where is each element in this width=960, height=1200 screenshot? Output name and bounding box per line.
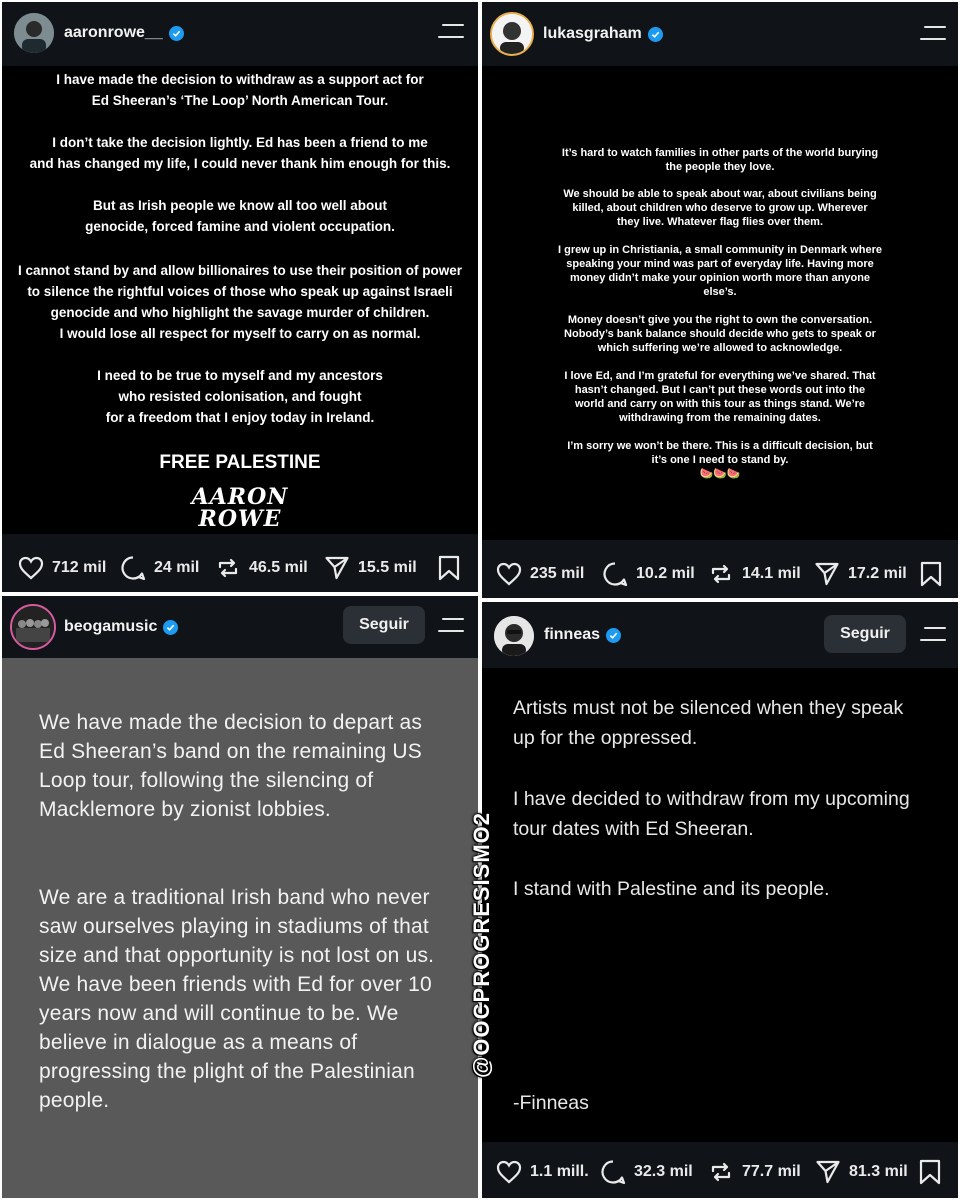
- watermelon-emoji: 🍉🍉🍉: [699, 468, 741, 480]
- post-paragraph: I don’t take the decision lightly. Ed has been a friend to me and has changed my life, I could never thank him enough for this.: [29, 135, 451, 171]
- headline: FREE PALESTINE: [159, 452, 321, 473]
- post-paragraph: I have decided to withdraw from my upcoming tour dates with Ed Sheeran.: [513, 788, 910, 840]
- share-button[interactable]: [815, 1142, 908, 1198]
- post-paragraph: I cannot stand by and allow billionaires to use their position of power to silence the rightful voices of those who speak up against Israeli genocide and who highlight the savage murder of children. I would lose all respect for myself to carry on as normal.: [17, 263, 463, 341]
- repost-icon: [708, 561, 734, 587]
- menu-icon[interactable]: [920, 627, 946, 643]
- post-lukasgraham: [482, 2, 958, 598]
- post-paragraph: Money doesn’t give you the right to own the conversation. Nobody’s bank balance should decide who gets to speak or which suffering we’re allowed to acknowledge.: [564, 314, 876, 354]
- post-header: [482, 602, 958, 666]
- comment-count: 24 mil: [154, 559, 200, 576]
- post-beogamusic: [2, 596, 478, 1198]
- avatar[interactable]: [494, 616, 534, 656]
- verified-badge-icon: [606, 628, 621, 643]
- comment-count: 10.2 mil: [636, 565, 695, 582]
- verified-badge-icon: [169, 26, 184, 41]
- post-paragraph: But as Irish people we know all too well about genocide, forced famine and violent occupation.: [85, 198, 395, 234]
- username[interactable]: [544, 626, 621, 644]
- menu-icon[interactable]: [920, 26, 946, 42]
- menu-icon[interactable]: [438, 618, 464, 634]
- follow-button[interactable]: Seguir: [824, 615, 906, 653]
- bookmark-icon[interactable]: [438, 555, 460, 581]
- post-paragraph: We are a traditional Irish band who never saw ourselves playing in stadiums of that size and that opportunity is not lost on us. We have been friends with Ed for over 10 years now and will continue to be. We believe in dialogue as a means of progressing the plight of the Palestinian people.: [39, 886, 435, 1112]
- username[interactable]: [543, 25, 663, 43]
- watermark: [468, 811, 496, 1079]
- post-header: [2, 596, 478, 658]
- like-count: 235 mil: [530, 565, 585, 582]
- share-count: 81.3 mil: [849, 1163, 908, 1180]
- action-bar: [482, 544, 958, 598]
- post-paragraph: I love Ed, and I’m grateful for everything we’ve shared. That hasn’t changed. But I can’t put these words out into the world and carry on with this tour as things stand. We’re withdrawing from the remaining dates.: [564, 370, 876, 424]
- verified-badge-icon: [648, 27, 663, 42]
- signature-logo: AARON ROWE: [191, 484, 289, 532]
- verified-badge-icon: [163, 620, 178, 635]
- share-button[interactable]: [814, 544, 907, 598]
- action-bar: [2, 538, 478, 592]
- repost-button[interactable]: [708, 544, 801, 598]
- like-button[interactable]: [496, 544, 584, 598]
- repost-count: 46.5 mil: [249, 559, 308, 576]
- comment-button[interactable]: [602, 544, 695, 598]
- comment-icon: [120, 555, 146, 581]
- username[interactable]: [64, 618, 178, 636]
- avatar[interactable]: [490, 12, 534, 56]
- username-text: lukasgraham: [543, 25, 642, 42]
- share-icon: [324, 555, 350, 581]
- username-text: aaronrowe__: [64, 24, 163, 41]
- like-button[interactable]: [18, 538, 106, 592]
- comment-icon: [602, 561, 628, 587]
- like-button[interactable]: [496, 1142, 589, 1198]
- post-header: [2, 2, 478, 66]
- post-paragraph: Artists must not be silenced when they speak up for the oppressed.: [513, 697, 904, 749]
- share-icon: [814, 561, 840, 587]
- username-text: beogamusic: [64, 618, 158, 635]
- heart-icon: [496, 1160, 522, 1184]
- post-paragraph: I have made the decision to withdraw as a support act for Ed Sheeran’s ‘The Loop’ North American Tour.: [56, 72, 424, 108]
- repost-icon: [708, 1159, 734, 1185]
- signoff: -Finneas: [513, 1092, 589, 1114]
- menu-icon[interactable]: [438, 24, 464, 40]
- post-paragraph: We should be able to speak about war, about civilians being killed, about children who deserve to grow up. Wherever they live. Whatever flag flies over them.: [563, 188, 877, 228]
- share-count: 17.2 mil: [848, 565, 907, 582]
- comment-button[interactable]: [120, 538, 199, 592]
- post-image: [2, 658, 478, 1198]
- username-text: finneas: [544, 626, 601, 643]
- watermark-text: @OOCPROGRESISMO2: [469, 811, 494, 1079]
- repost-button[interactable]: [708, 1142, 801, 1198]
- post-aaronrowe: [2, 2, 478, 592]
- post-image: [2, 66, 478, 534]
- comment-count: 32.3 mil: [634, 1163, 693, 1180]
- comment-icon: [600, 1159, 626, 1185]
- post-paragraph: I stand with Palestine and its people.: [513, 878, 830, 900]
- post-header: [482, 2, 958, 66]
- share-button[interactable]: [324, 538, 417, 592]
- post-paragraph: I’m sorry we won’t be there. This is a difficult decision, but it’s one I need to stand by.: [567, 440, 873, 466]
- follow-button[interactable]: Seguir: [343, 606, 425, 644]
- like-count: 712 mil: [52, 559, 107, 576]
- post-finneas: [482, 602, 958, 1198]
- post-paragraph: We have made the decision to depart as Ed Sheeran’s band on the remaining US Loop tour, following the silencing of Macklemore by zionist lobbies.: [39, 711, 423, 821]
- repost-button[interactable]: [215, 538, 308, 592]
- repost-count: 14.1 mil: [742, 565, 801, 582]
- heart-icon: [18, 556, 44, 580]
- repost-count: 77.7 mil: [742, 1163, 801, 1180]
- post-paragraph: I grew up in Christiania, a small community in Denmark where speaking your mind was part of everyday life. Having more money didn’t make your opinion worth more than anyone else’s.: [558, 244, 882, 298]
- post-image: [482, 668, 958, 1142]
- action-bar: [482, 1142, 958, 1198]
- bookmark-icon[interactable]: [919, 1159, 941, 1185]
- avatar[interactable]: [14, 13, 54, 53]
- repost-icon: [215, 555, 241, 581]
- like-count: 1.1 mill.: [530, 1163, 589, 1180]
- post-paragraph: It’s hard to watch families in other parts of the world burying the people they love.: [561, 147, 879, 173]
- comment-button[interactable]: [600, 1142, 693, 1198]
- post-image: [482, 66, 958, 540]
- avatar[interactable]: [10, 604, 56, 650]
- bookmark-icon[interactable]: [920, 561, 942, 587]
- share-count: 15.5 mil: [358, 559, 417, 576]
- heart-icon: [496, 562, 522, 586]
- share-icon: [815, 1159, 841, 1185]
- post-paragraph: I need to be true to myself and my ancestors who resisted colonisation, and fought for a freedom that I enjoy today in Ireland.: [97, 368, 383, 425]
- username[interactable]: [64, 24, 184, 42]
